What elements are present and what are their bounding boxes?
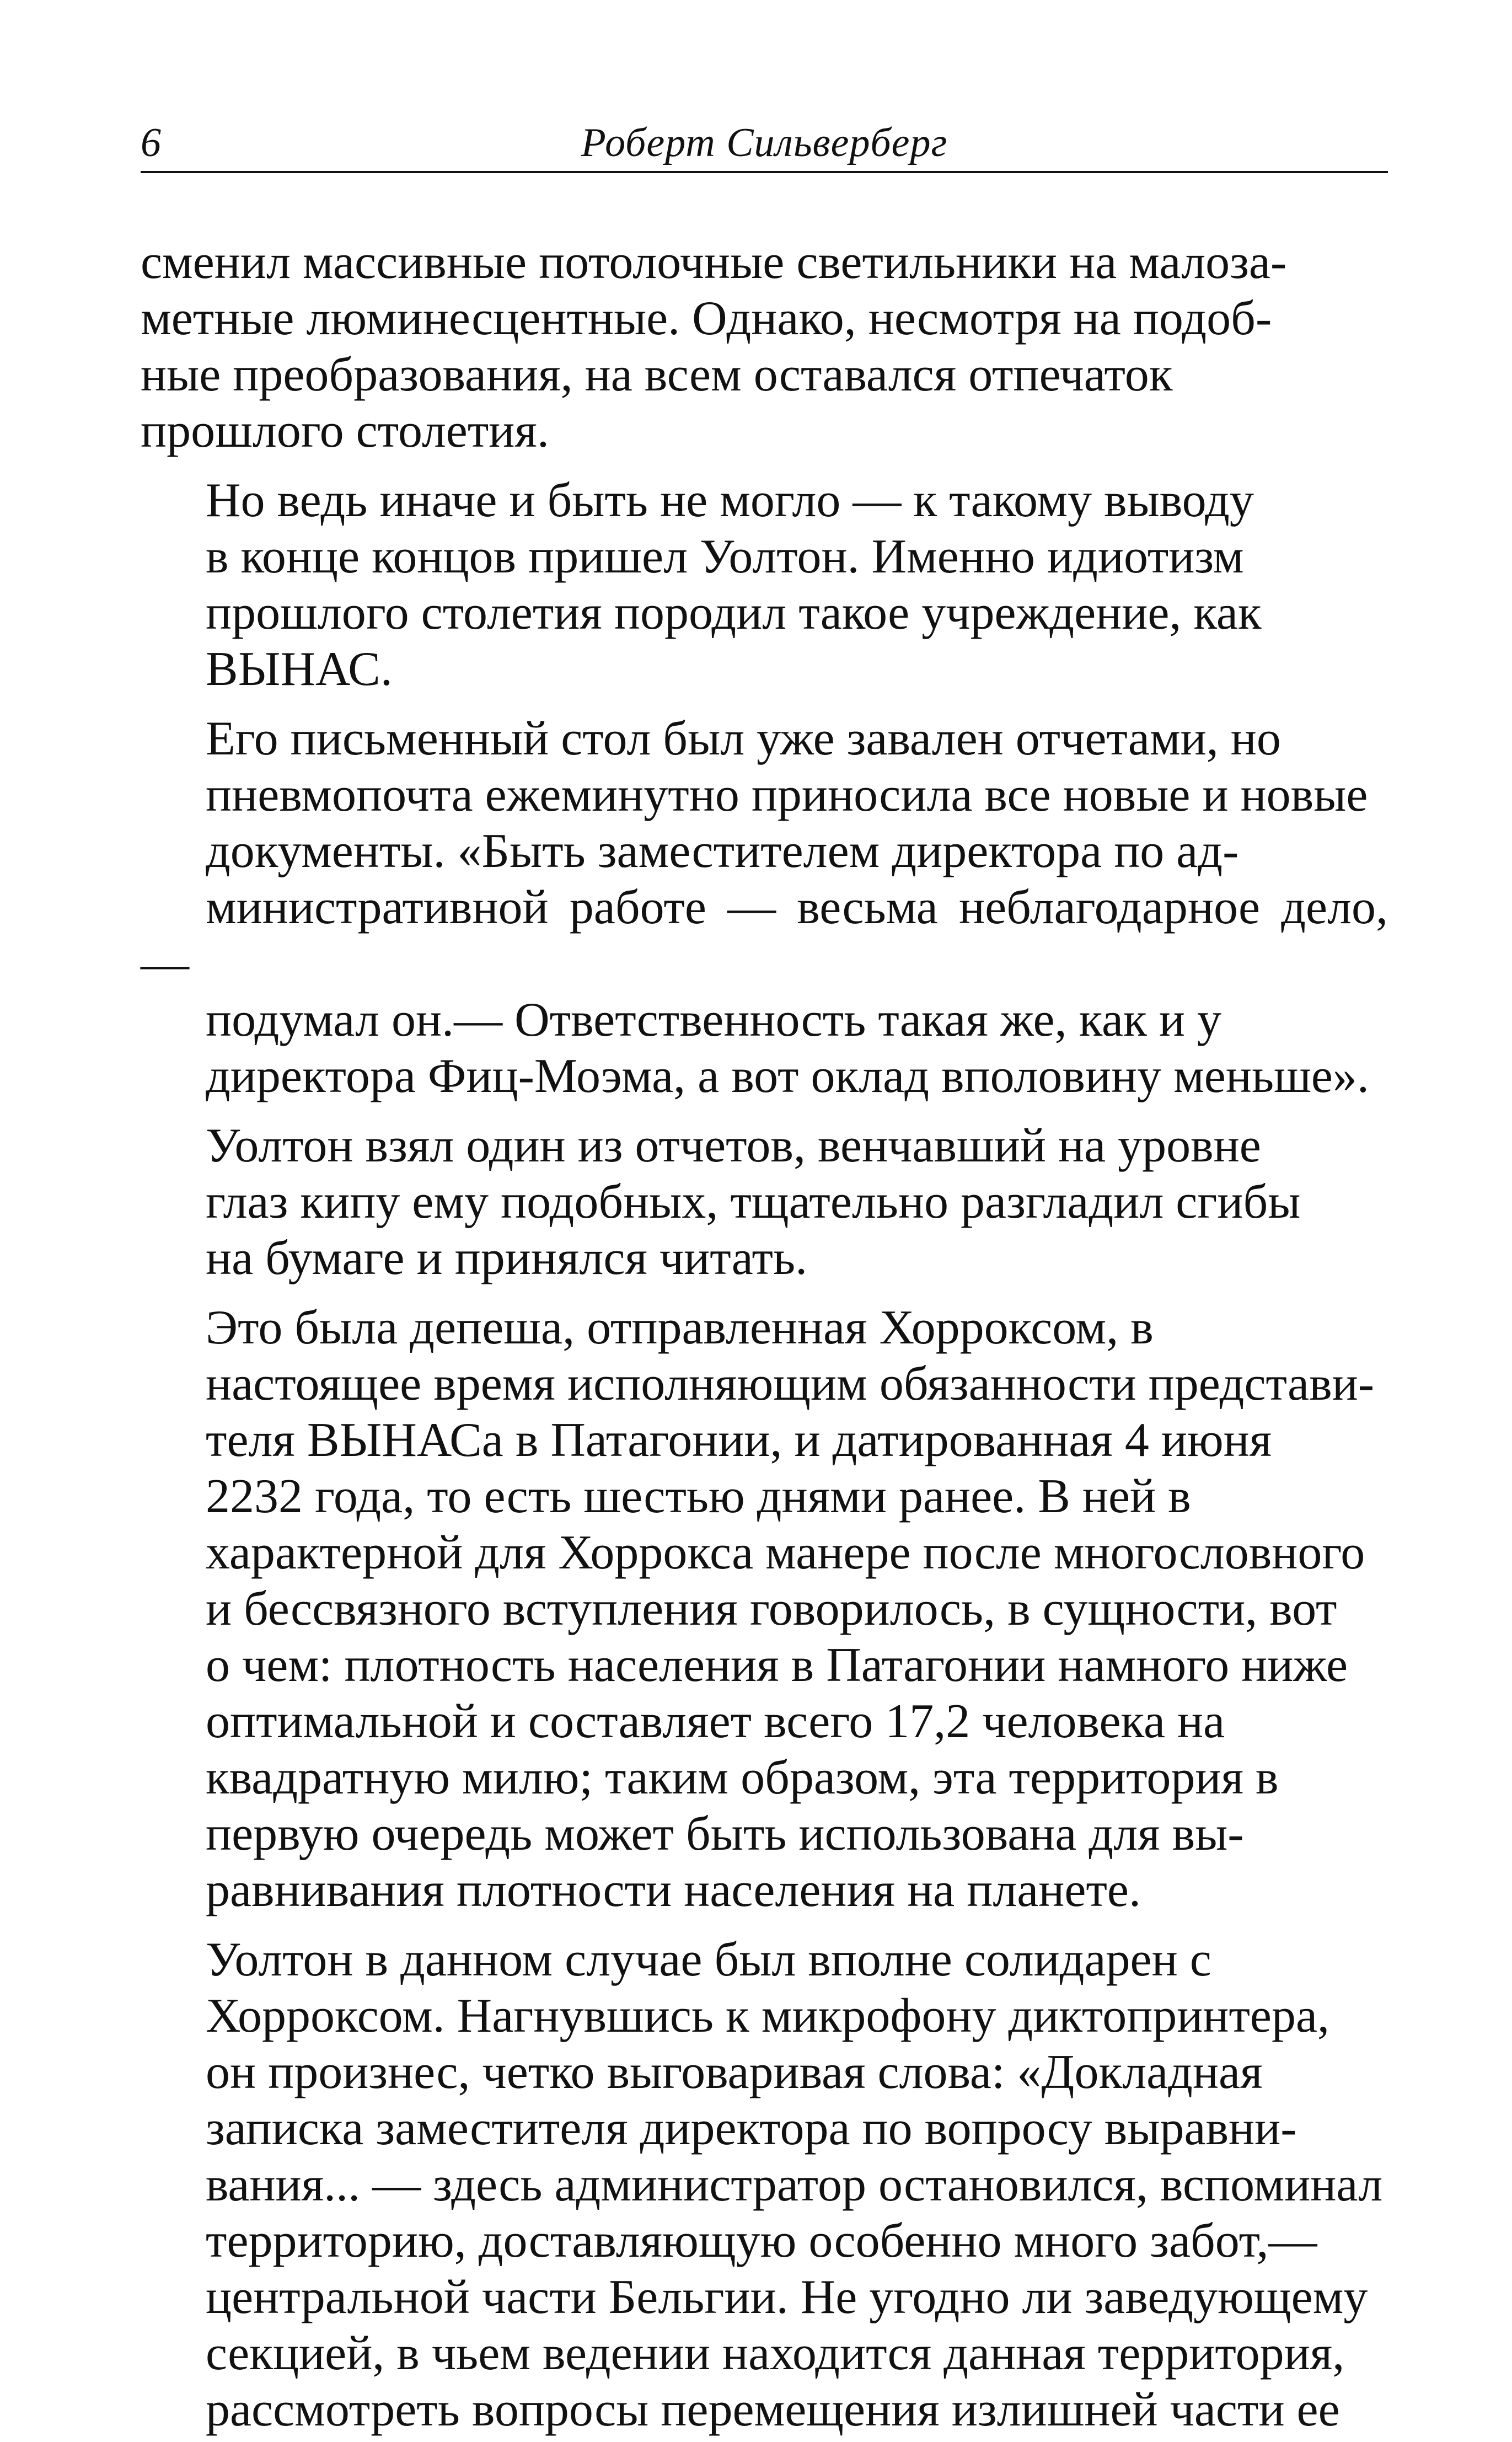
text-line: прошлого столетия. [141,404,549,458]
text-line: прошлого столетия породил такое учреждение, как [206,586,1262,640]
paragraph-2 [141,473,1388,698]
text-line: Его письменный стол был уже завален отчетами, но [206,712,1281,765]
text-line: министративной работе — весьма неблагодарное дело,— [141,881,1388,990]
text-line: секцией, в чьем ведении находится данная территория, [206,2327,1345,2380]
text-line: о чем: плотность населения в Патагонии намного ниже [206,1638,1348,1692]
text-line: рассмотреть вопросы перемещения излишней части ее [206,2383,1340,2436]
text-line: документы. «Быть заместителем директора по ад- [206,824,1239,878]
text-line: Хорроксом. Нагнувшись к микрофону диктопринтера, [206,1989,1330,2043]
text-line: записка заместителя директора по вопросу выравни- [206,2102,1297,2155]
paragraph-3 [141,711,1388,1105]
text-line: настоящее время исполняющим обязанности представи- [206,1357,1375,1411]
text-line: квадратную милю; таким образом, эта территория в [206,1751,1279,1804]
text-line: директора Фиц-Моэма, а вот оклад вполовину меньше». [206,1049,1369,1103]
paragraph-6 [141,1932,1388,2438]
text-line: на бумаге и принялся читать. [206,1231,808,1285]
text-line: метные люминесцентные. Однако, несмотря на подоб- [141,292,1272,345]
text-line: 2232 года, то есть шестью днями ранее. В ней в [206,1470,1191,1523]
text-line: центральной части Бельгии. Не угодно ли заведующему [206,2270,1368,2324]
text-line: подумал он.— Ответственность такая же, как и у [206,993,1221,1047]
text-line: теля ВЫНАСа в Патагонии, и датированная 4 июня [206,1413,1272,1467]
text-line: первую очередь может быть использована для вы- [206,1807,1244,1861]
body-text [141,234,1388,2438]
text-line: Это была депеша, отправленная Хорроксом, в [206,1301,1154,1354]
text-line: Уолтон в данном случае был вполне солидарен с [206,1933,1211,1986]
text-line: и бессвязного вступления говорилось, в сущности, вот [206,1582,1337,1636]
text-line: ные преобразования, на всем оставался отпечаток [141,348,1173,401]
text-line: глаз кипу ему подобных, тщательно разгладил сгибы [206,1175,1301,1229]
text-line: территорию, доставляющую особенно много забот,— [206,2214,1317,2268]
text-line: Но ведь иначе и быть не могло — к такому выводу [206,474,1254,527]
text-line: он произнес, четко выговаривая слова: «Докладная [206,2045,1263,2099]
text-line: сменил массивные потолочные светильники на малоза- [141,235,1287,289]
text-line: равнивания плотности населения на планете. [206,1863,1141,1917]
text-line: ВЫНАС. [206,642,393,696]
running-title: Роберт Сильверберг [581,120,948,165]
paragraph-1 [141,234,1388,459]
text-line: пневмопочта ежеминутно приносила все новые и новые [206,768,1368,822]
text-line: характерной для Хоррокса манере после многословного [206,1526,1365,1579]
paragraph-5 [141,1300,1388,1919]
page-header [141,110,1388,173]
text-line: в конце концов пришел Уолтон. Именно идиотизм [206,530,1244,583]
page-number: 6 [141,120,161,165]
text-line: Уолтон взял один из отчетов, венчавший на уровне [206,1119,1261,1172]
text-line: оптимальной и составляет всего 17,2 человека на [206,1695,1225,1748]
text-line: вания... — здесь администратор остановился, вспоминал [206,2158,1383,2211]
paragraph-4 [141,1118,1388,1287]
